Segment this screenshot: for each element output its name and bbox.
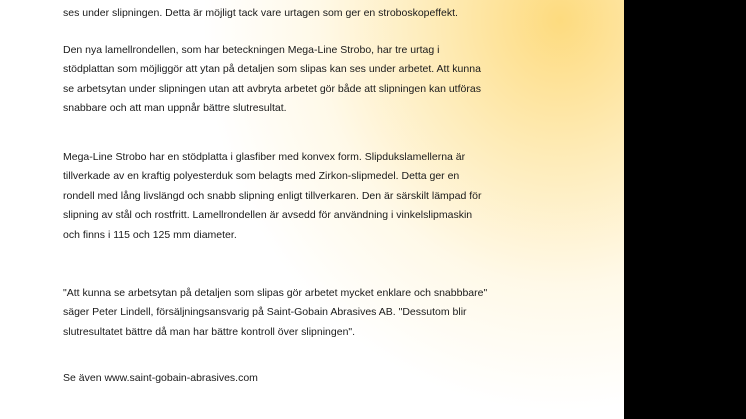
text-line: snabbare och att man uppnår bättre slutresultat. [63,102,287,115]
text-line: tillverkade av en kraftig polyesterduk som belagts med Zirkon-slipmedel. Detta ger en [63,170,460,183]
text-line: stödplattan som möjliggör att ytan på detaljen som slipas kan ses under arbetet. Att kunna [63,63,481,76]
text-line: rondell med lång livslängd och snabb slipning enligt tillverkaren. Den är särskilt lämpad för [63,189,482,202]
text-line: slutresultatet bättre då man har bättre kontroll över slipningen". [63,325,356,338]
text-line: "Att kunna se arbetsytan på detaljen som slipas gör arbetet mycket enklare och snabbbare" [63,287,488,299]
text-line: säger Peter Lindell, försäljningsansvarig på Saint-Gobain Abrasives AB. "Dessutom blir [63,306,467,319]
paragraph-4-quote [63,284,487,342]
text-line: Den nya lamellrondellen, som har beteckningen Mega-Line Strobo, har tre urtag i [63,44,440,56]
text-line: ses under slipningen. Detta är möjligt tack vare urtagen som ger en stroboskopeffekt. [63,7,458,19]
reference-link-text: Se även www.saint-gobain-abrasives.com [63,372,258,384]
paragraph-5-reference [63,369,258,388]
text-line: se arbetsytan under slipningen utan att avbryta arbetet gör både att slipningen kan utföras [63,82,481,95]
paragraph-3 [63,148,481,245]
text-line: Mega-Line Strobo har en stödplatta i glasfiber med konvex form. Slipdukslamellerna är [63,151,466,163]
text-line: slipning av stål och rostfritt. Lamellrondellen är avsedd för användning i vinkelslipmaskin [63,209,473,222]
text-line: och finns i 115 och 125 mm diameter. [63,228,237,241]
paragraph-1 [63,4,458,23]
black-side-panel [624,0,746,419]
paragraph-2 [63,41,481,119]
